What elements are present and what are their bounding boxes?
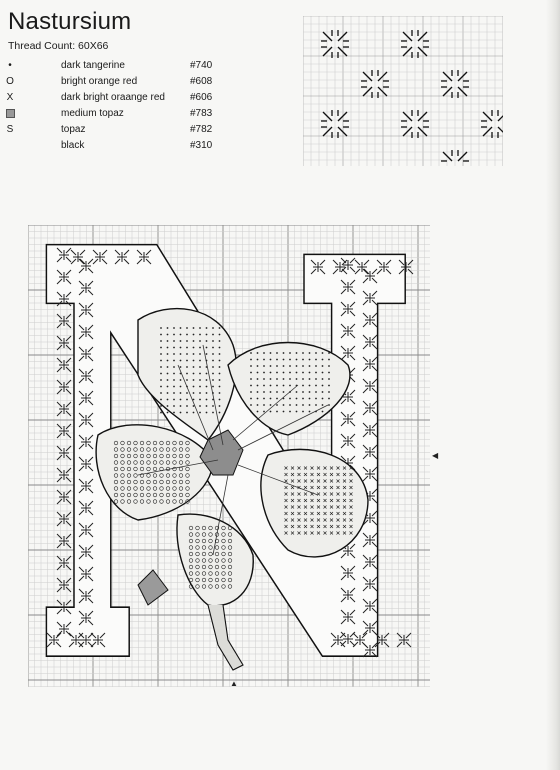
lattice-star-icon bbox=[353, 633, 367, 647]
legend-color-code: #783 bbox=[190, 108, 213, 119]
lattice-star-icon bbox=[341, 632, 355, 646]
lattice-star-icon bbox=[363, 335, 377, 349]
lattice-star-icon bbox=[79, 435, 93, 449]
legend-color-name: black bbox=[61, 140, 85, 151]
motif-gridlines bbox=[303, 16, 503, 166]
lattice-star-icon bbox=[57, 512, 71, 526]
lattice-star-icon bbox=[57, 490, 71, 504]
legend-color-name: topaz bbox=[61, 124, 86, 135]
lattice-star-icon bbox=[79, 501, 93, 515]
lattice-star-icon bbox=[57, 314, 71, 328]
lattice-star-icon bbox=[341, 412, 355, 426]
lattice-star-icon bbox=[333, 260, 347, 274]
lattice-star-icon bbox=[57, 424, 71, 438]
lattice-star-icon bbox=[57, 622, 71, 636]
lattice-star-icon bbox=[79, 457, 93, 471]
center-marker-bottom-icon: ▲ bbox=[230, 679, 238, 688]
page-edge-shadow bbox=[546, 0, 560, 770]
cross-stitch-chart bbox=[28, 225, 430, 687]
legend-color-name: medium topaz bbox=[61, 108, 124, 119]
lattice-star-icon bbox=[363, 577, 377, 591]
lattice-star-icon bbox=[57, 380, 71, 394]
motif-star-stitches bbox=[321, 30, 503, 166]
legend-symbol: S bbox=[6, 124, 14, 135]
lattice-star-icon bbox=[79, 259, 93, 273]
lattice-star-icon bbox=[363, 357, 377, 371]
lattice-star-icon bbox=[341, 434, 355, 448]
lattice-star-icon bbox=[363, 379, 377, 393]
lattice-star-icon bbox=[363, 269, 377, 283]
lattice-star-icon bbox=[79, 567, 93, 581]
lattice-star-icon bbox=[311, 260, 325, 274]
lattice-star-icon bbox=[79, 303, 93, 317]
lattice-star-icon bbox=[79, 347, 93, 361]
legend-color-code: #782 bbox=[190, 124, 213, 135]
lattice-star-icon bbox=[79, 369, 93, 383]
lattice-star-icon bbox=[57, 270, 71, 284]
lattice-star-icon bbox=[57, 578, 71, 592]
lattice-star-icon bbox=[341, 610, 355, 624]
lattice-star-icon bbox=[79, 611, 93, 625]
lattice-star-icon bbox=[399, 260, 413, 274]
lattice-star-icon bbox=[69, 633, 83, 647]
lattice-star-icon bbox=[79, 391, 93, 405]
lattice-star-icon bbox=[57, 336, 71, 350]
lattice-star-icon bbox=[341, 566, 355, 580]
legend-color-code: #606 bbox=[190, 92, 213, 103]
lattice-star-icon bbox=[363, 423, 377, 437]
legend-symbol: X bbox=[6, 92, 14, 103]
lattice-star-icon bbox=[363, 401, 377, 415]
lattice-star-icon bbox=[331, 633, 345, 647]
legend-color-name: bright orange red bbox=[61, 76, 138, 87]
lattice-star-icon bbox=[79, 281, 93, 295]
legend-color-name: dark bright oraange red bbox=[61, 92, 165, 103]
lattice-star-icon bbox=[363, 467, 377, 481]
lattice-star-icon bbox=[363, 313, 377, 327]
center-marker-right-icon: ◀ bbox=[432, 451, 439, 460]
legend-color-code: #740 bbox=[190, 60, 213, 71]
lattice-star-icon bbox=[79, 479, 93, 493]
lattice-star-icon bbox=[341, 588, 355, 602]
lattice-star-icon bbox=[355, 260, 369, 274]
square-symbol-icon bbox=[0, 106, 20, 122]
legend-color-code: #310 bbox=[190, 140, 213, 151]
dot-symbol-icon: • bbox=[8, 60, 12, 71]
lattice-star-icon bbox=[137, 250, 151, 264]
legend-row bbox=[0, 138, 260, 154]
lattice-star-icon bbox=[79, 523, 93, 537]
lattice-star-icon bbox=[341, 324, 355, 338]
lattice-star-icon bbox=[57, 446, 71, 460]
lattice-star-icon bbox=[57, 468, 71, 482]
legend-color-name: dark tangerine bbox=[61, 60, 125, 71]
lattice-star-icon bbox=[57, 534, 71, 548]
lattice-star-icon bbox=[79, 589, 93, 603]
lattice-star-icon bbox=[341, 280, 355, 294]
motif-star-icon bbox=[481, 110, 503, 138]
lattice-star-icon bbox=[377, 260, 391, 274]
legend-row bbox=[0, 90, 260, 106]
lattice-star-icon bbox=[375, 633, 389, 647]
legend-row bbox=[0, 58, 260, 74]
lattice-star-icon bbox=[91, 633, 105, 647]
legend-row bbox=[0, 74, 260, 90]
lattice-star-icon bbox=[47, 633, 61, 647]
flower-leaf bbox=[138, 570, 168, 605]
lattice-star-icon bbox=[397, 633, 411, 647]
legend-color-code: #608 bbox=[190, 76, 213, 87]
lattice-star-icon bbox=[341, 346, 355, 360]
legend-row bbox=[0, 122, 260, 138]
lattice-star-icon bbox=[57, 292, 71, 306]
lattice-star-icon bbox=[57, 248, 71, 262]
lattice-star-icon bbox=[363, 555, 377, 569]
lattice-star-icon bbox=[57, 600, 71, 614]
legend-symbol: O bbox=[6, 76, 14, 87]
pattern-title: Nastursium bbox=[8, 8, 132, 35]
lattice-star-icon bbox=[363, 533, 377, 547]
lattice-star-icon bbox=[363, 621, 377, 635]
lattice-star-icon bbox=[341, 302, 355, 316]
thread-count: Thread Count: 60X66 bbox=[8, 40, 109, 52]
legend-row bbox=[0, 106, 260, 122]
lattice-star-icon bbox=[79, 545, 93, 559]
lattice-star-icon bbox=[57, 402, 71, 416]
lattice-star-icon bbox=[115, 250, 129, 264]
lattice-star-icon bbox=[57, 556, 71, 570]
lattice-star-icon bbox=[363, 445, 377, 459]
lattice-star-icon bbox=[363, 599, 377, 613]
motif-detail-grid bbox=[303, 16, 503, 166]
lattice-star-icon bbox=[57, 358, 71, 372]
lattice-star-icon bbox=[79, 325, 93, 339]
lattice-star-icon bbox=[93, 250, 107, 264]
lattice-star-icon bbox=[363, 291, 377, 305]
lattice-star-icon bbox=[71, 250, 85, 264]
lattice-star-icon bbox=[79, 413, 93, 427]
